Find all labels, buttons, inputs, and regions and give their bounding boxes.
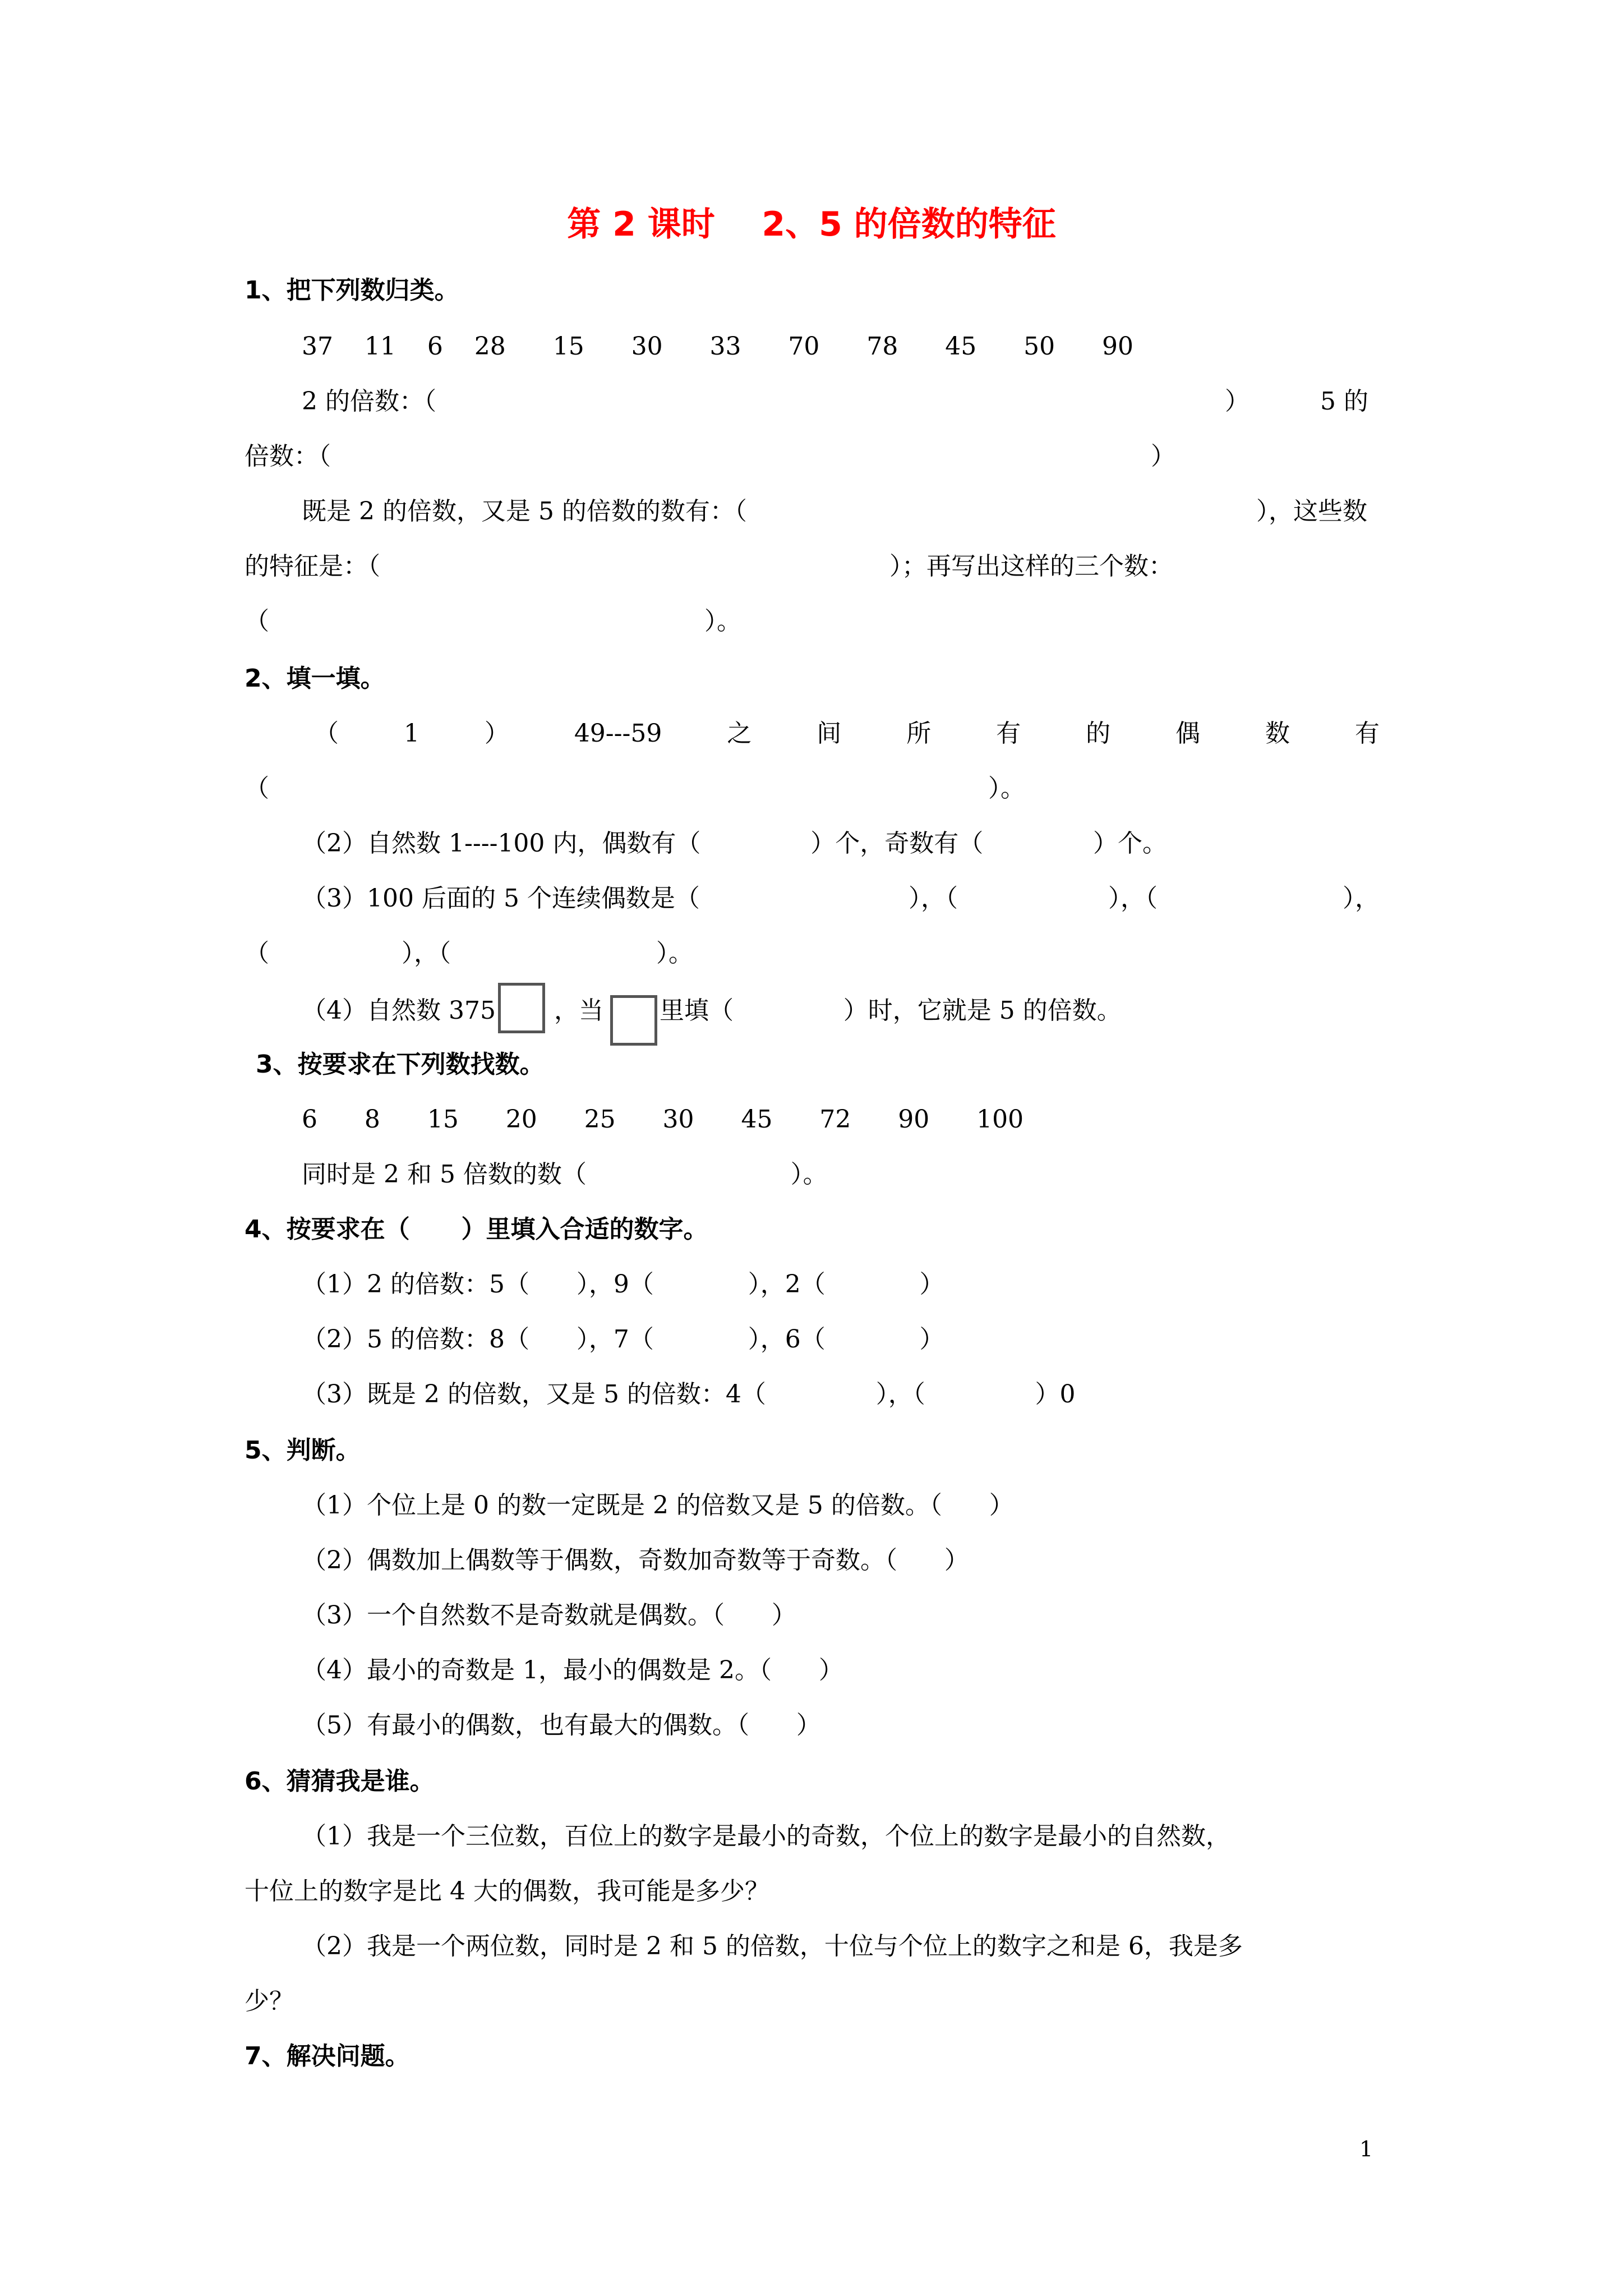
q4-item: （1）2 的倍数：5（ ），9（ ），2（ ） [302,1270,944,1299]
q2-item-1-token: 有 [1354,719,1380,748]
q2-item-1-token: 有 [996,719,1021,748]
q2-item-4-end: 里填（ ）时，它就是 5 的倍数。 [660,996,1122,1025]
q1-number-list: 37 11 6 28 15 30 33 70 78 45 50 90 [302,332,1134,361]
q4-heading: 4、按要求在（ ）里填入合适的数字。 [245,1215,708,1244]
q5-heading: 5、判断。 [245,1436,361,1465]
q2-item-1-token: 49---59 [574,719,662,748]
q2-item-1-paren-open: （ [245,774,269,803]
q2-item-1-token: 1 [403,719,419,748]
q6-item-1-line1: （1）我是一个三位数，百位上的数字是最小的奇数，个位上的数字是最小的自然数， [302,1822,1230,1851]
q1-multiples-of-2-label: 2 的倍数：（ [302,387,436,416]
q1-answer-paren-open: （ [245,607,269,636]
q5-item: （1）个位上是 0 的数一定既是 2 的倍数又是 5 的倍数。（ ） [302,1491,1014,1520]
q2-item-3-sep: ），（ [1108,884,1158,913]
q2-item-3-line2-sep: ），（ [402,939,451,968]
q3-question: 同时是 2 和 5 倍数的数（ ）。 [302,1160,828,1189]
q2-item-2: （2）自然数 1----100 内，偶数有（ ）个，奇数有（ ）个。 [302,829,1168,858]
q1-write-three-label: ）；再写出这样的三个数： [889,552,1173,581]
q2-heading: 2、填一填。 [245,664,385,693]
q4-item: （2）5 的倍数：8（ ），7（ ），6（ ） [302,1325,944,1354]
q5-item: （4）最小的奇数是 1，最小的偶数是 2。（ ） [302,1656,843,1685]
q2-item-3-line2-open: （ [245,939,269,968]
q6-item-1-line2: 十位上的数字是比 4 大的偶数，我可能是多少？ [245,1877,769,1906]
answer-box[interactable] [498,983,545,1033]
q2-item-4-start: （4）自然数 375 [302,996,496,1025]
q2-item-1-token: ） [484,719,509,748]
q5-item: （2）偶数加上偶数等于偶数，奇数加奇数等于奇数。（ ） [302,1546,969,1575]
q1-answer-paren-close: ）。 [704,607,741,636]
q2-item-3-sep: ）， [1343,884,1380,913]
q5-item: （5）有最小的偶数，也有最大的偶数。（ ） [302,1711,821,1740]
q3-number-list: 6 8 15 20 25 30 45 72 90 100 [302,1105,1024,1134]
page-number: 1 [1359,2137,1373,2161]
q1-feature-label-start: ），这些数 [1256,497,1367,526]
q6-heading: 6、猜猜我是谁。 [245,1767,435,1796]
q1-paren-close: ） [1225,387,1249,416]
q1-both-multiples-label: 既是 2 的倍数，又是 5 的倍数的数有：（ [302,497,747,526]
q1-multiples-of-5-label-end: 倍数：（ [245,442,331,471]
q2-item-1-token: 间 [817,719,842,748]
q2-item-1-paren-close: ）。 [988,774,1025,803]
q7-heading: 7、解决问题。 [245,2042,410,2070]
q4-item: （3）既是 2 的倍数，又是 5 的倍数：4（ ），（ ）0 [302,1380,1076,1409]
q2-item-1-token: 之 [727,719,752,748]
q5-item: （3）一个自然数不是奇数就是偶数。（ ） [302,1601,796,1630]
q2-item-1-token: （ [314,719,339,748]
q2-item-4-mid: ，当 [554,996,603,1025]
q2-item-1-token: 数 [1265,719,1290,748]
page-title: 第 2 课时 2、5 的倍数的特征 [567,205,1056,244]
q2-item-3-line2-close: ）。 [656,939,693,968]
q1-multiples-of-5-label-start: 5 的 [1320,387,1368,416]
q2-item-1-line [314,716,1380,752]
q1-feature-label-end: 的特征是：（ [245,552,380,581]
q1-paren-close: ） [1151,442,1175,471]
answer-box[interactable] [610,995,657,1046]
q2-item-1-token: 所 [906,719,932,748]
q2-item-1-token: 偶 [1175,719,1201,748]
q6-item-2-line2: 少？ [245,1987,294,2016]
q6-item-2-line1: （2）我是一个两位数，同时是 2 和 5 的倍数，十位与个位上的数字之和是 6，我是多 [302,1932,1243,1961]
q1-heading: 1、把下列数归类。 [245,276,459,305]
q2-item-1-token: 的 [1086,719,1111,748]
q3-heading: 3、按要求在下列数找数。 [256,1050,545,1079]
q2-item-3-start: （3）100 后面的 5 个连续偶数是（ [302,884,700,913]
q2-item-3-sep: ），（ [909,884,958,913]
